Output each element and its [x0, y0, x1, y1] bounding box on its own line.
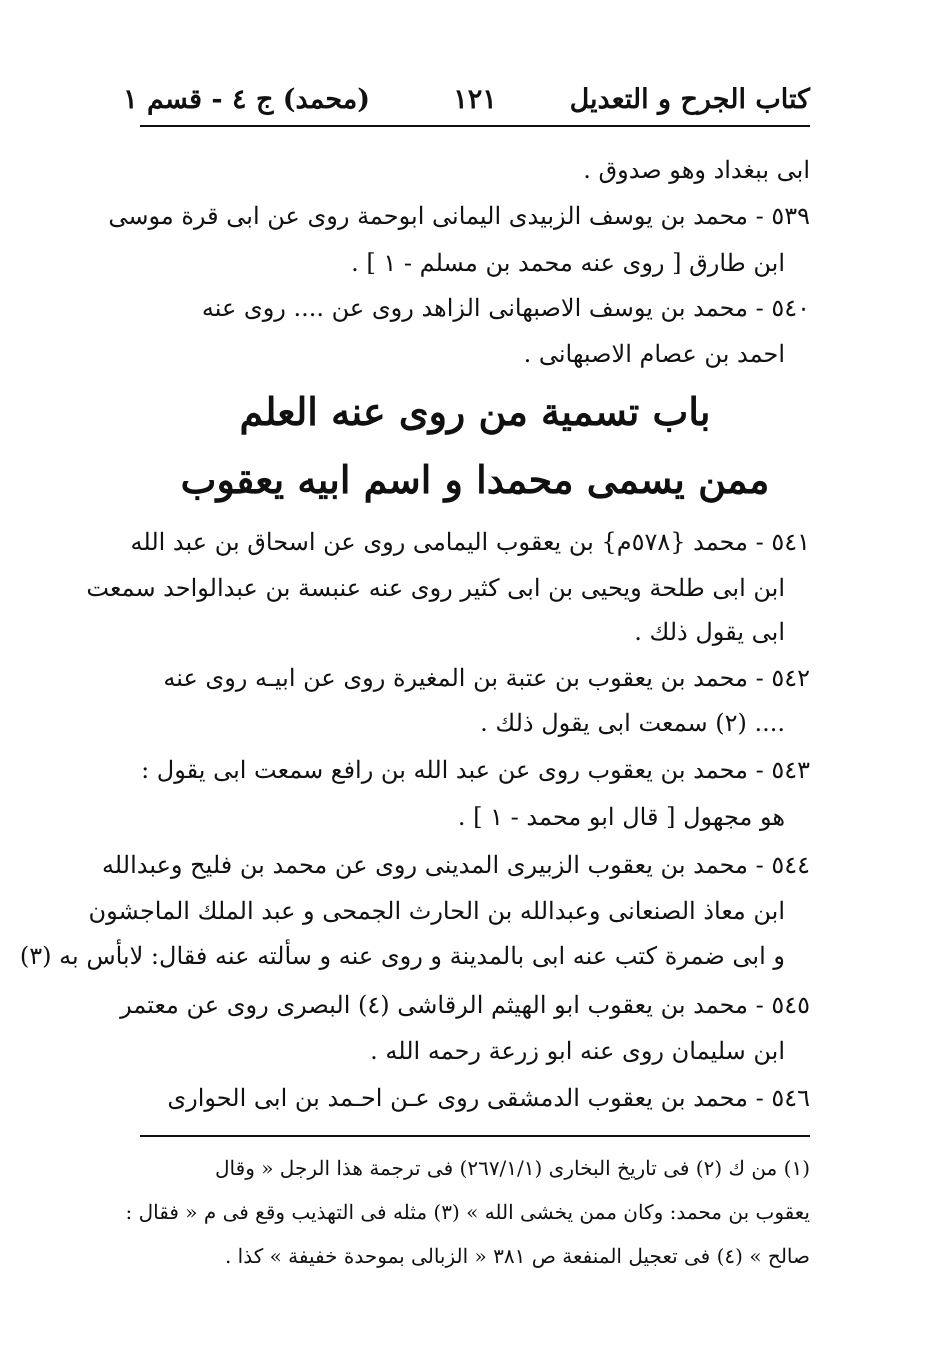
footnote-line-3: صالح » (٤) فى تعجيل المنفعة ص ٣٨١ « الزبالى بموحدة خفيفة » كذا . [224, 1244, 810, 1268]
page-number: ١٢١ [453, 84, 497, 115]
footnote-line-1: (١) من ك (٢) فى تاريخ البخارى (٢٦٧/١/١) فى ترجمة هذا الرجل « وقال [215, 1156, 810, 1180]
section-label: (محمد) ج ٤ - قسم ١ [123, 84, 370, 115]
entry-line-7: هو مجهول [ قال ابو محمد - ١ ] . [457, 803, 785, 831]
entry-line-4: ٥٤٢ - محمد بن يعقوب بن عتبة بن المغيرة روى عن ابيـه روى عنه [163, 664, 810, 692]
entry-line-6: ٥٤٣ - محمد بن يعقوب روى عن عبد الله بن رافع سمعت ابى يقول : [141, 756, 810, 784]
entry-line-1: ٥٤١ - محمد {٥٧٨م} بن يعقوب اليمامى روى عن اسحاق بن عبد الله [130, 528, 810, 556]
chapter-heading-line-1: باب تسمية من روى عنه العلم [239, 389, 711, 434]
entry-line-12: ابن سليمان روى عنه ابو زرعة رحمه الله . [370, 1037, 785, 1065]
body-line-1: ابى ببغداد وهو صدوق . [583, 156, 810, 184]
body-line-5: احمد بن عصام الاصبهانى . [523, 340, 785, 368]
footnote-line-2: يعقوب بن محمد: وكان ممن يخشى الله » (٣) مثله فى التهذيب وقع فى م « فقال : [125, 1200, 810, 1224]
running-title: كتاب الجرح و التعديل [569, 84, 810, 115]
entry-line-2: ابن ابى طلحة ويحيى بن ابى كثير روى عنه عنبسة بن عبدالواحد سمعت [86, 574, 785, 602]
entry-line-10: و ابى ضمرة كتب عنه ابى بالمدينة و روى عنه و سألته عنه فقال: لابأس به (٣) [19, 942, 785, 970]
entry-line-8: ٥٤٤ - محمد بن يعقوب الزبيرى المدينى روى عن محمد بن فليح وعبدالله [101, 851, 810, 879]
entry-line-5: .... (٢) سمعت ابى يقول ذلك . [480, 709, 785, 737]
body-line-3: ابن طارق [ روى عنه محمد بن مسلم - ١ ] . [351, 249, 785, 277]
footnote-rule [140, 1135, 810, 1137]
entry-line-11: ٥٤٥ - محمد بن يعقوب ابو الهيثم الرقاشى (٤) البصرى روى عن معتمر [120, 991, 810, 1019]
body-line-2: ٥٣٩ - محمد بن يوسف الزبيدى اليمانى ابوحمة روى عن ابى قرة موسى [108, 202, 810, 230]
entry-line-9: ابن معاذ الصنعانى وعبدالله بن الحارث الجمحى و عبد الملك الماجشون [88, 897, 785, 925]
entry-line-3: ابى يقول ذلك . [634, 618, 785, 646]
entry-line-13: ٥٤٦ - محمد بن يعقوب الدمشقى روى عـن احـمد بن ابى الحوارى [167, 1084, 810, 1112]
body-line-4: ٥٤٠ - محمد بن يوسف الاصبهانى الزاهد روى عن .... روى عنه [201, 294, 810, 322]
chapter-heading-line-2: ممن يسمى محمدا و اسم ابيه يعقوب [180, 457, 770, 502]
header-rule [140, 125, 810, 127]
